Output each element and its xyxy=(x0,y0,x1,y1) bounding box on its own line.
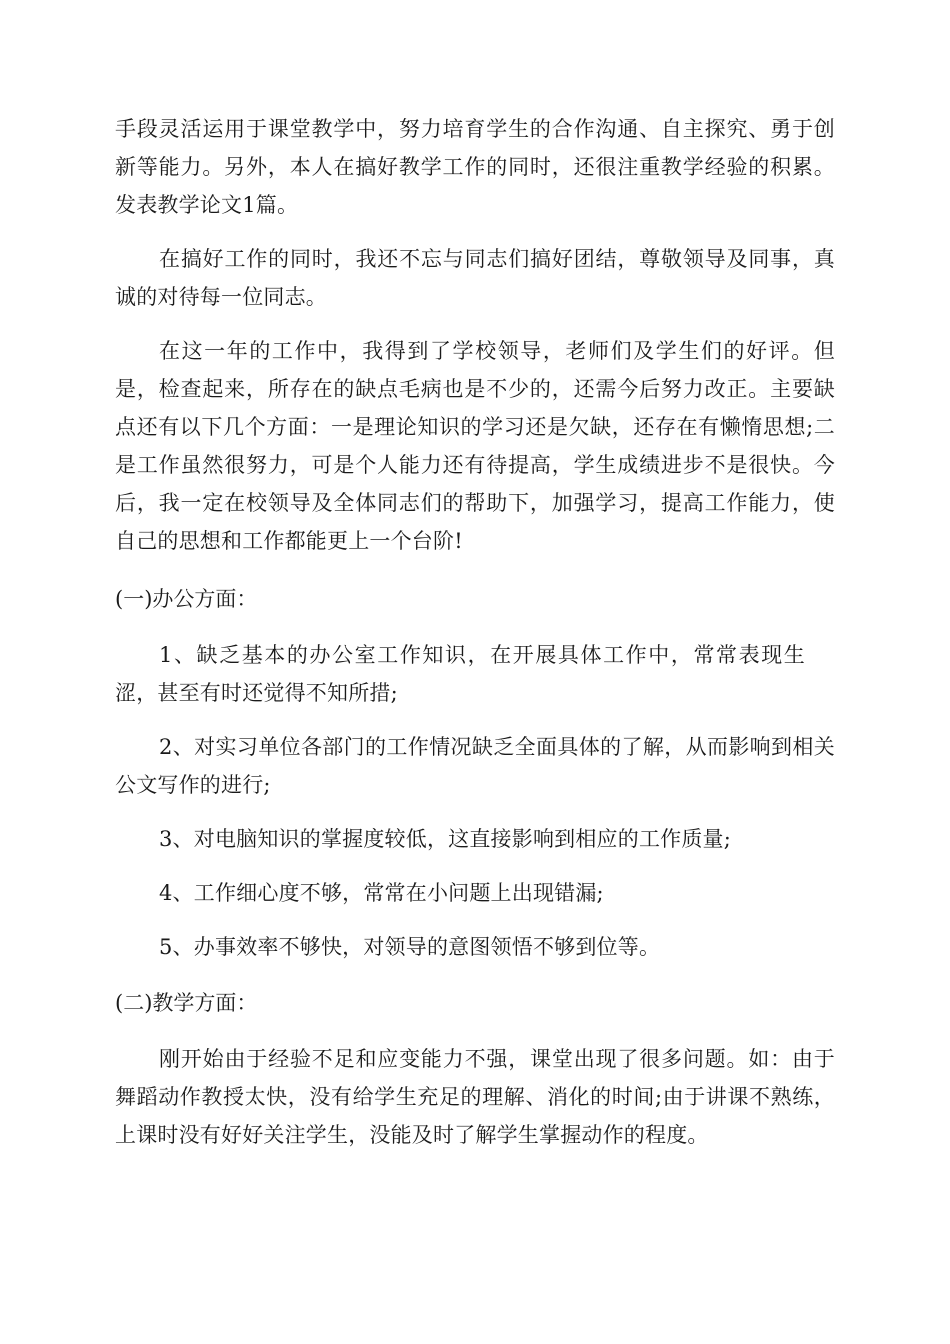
section-heading-office: (一)办公方面： xyxy=(115,587,258,611)
list-item-office-4: 4、工作细心度不够，常常在小问题上出现错漏; xyxy=(159,881,604,905)
paragraph-teaching-problems: 刚开始由于经验不足和应变能力不强，课堂出现了很多问题。如：由于舞蹈动作教授太快，没有给学生充足的理解、消化的时间;由于讲课不熟练，上课时没有好好关注学生，没能及时了解学生掌握动作的程度。 xyxy=(115,1047,835,1147)
list-item-office-1: 1、缺乏基本的办公室工作知识，在开展具体工作中，常常表现生涩，甚至有时还觉得不知所措; xyxy=(115,643,805,705)
section-heading-teaching: (二)教学方面： xyxy=(115,991,258,1015)
paragraph-unity: 在搞好工作的同时，我还不忘与同志们搞好团结，尊敬领导及同事，真诚的对待每一位同志。 xyxy=(115,247,835,309)
list-item-office-3: 3、对电脑知识的掌握度较低，这直接影响到相应的工作质量; xyxy=(159,827,732,851)
list-item-office-5: 5、办事效率不够快，对领导的意图领悟不够到位等。 xyxy=(159,935,661,959)
paragraph-teaching-methods: 手段灵活运用于课堂教学中，努力培育学生的合作沟通、自主探究、勇于创新等能力。另外，本人在搞好教学工作的同时，还很注重教学经验的积累。发表教学论文1篇。 xyxy=(115,117,835,217)
list-item-office-2: 2、对实习单位各部门的工作情况缺乏全面具体的了解，从而影响到相关公文写作的进行; xyxy=(115,735,835,797)
paragraph-shortcomings: 在这一年的工作中，我得到了学校领导，老师们及学生们的好评。但是，检查起来，所存在的缺点毛病也是不少的，还需今后努力改正。主要缺点还有以下几个方面：一是理论知识的学习还是欠缺，还存在有懒惰思想;二是工作虽然很努力，可是个人能力还有待提高，学生成绩进步不是很快。今后，我一定在校领导及全体同志们的帮助下，加强学习，提高工作能力，使自己的思想和工作都能更上一个台阶! xyxy=(115,339,835,553)
